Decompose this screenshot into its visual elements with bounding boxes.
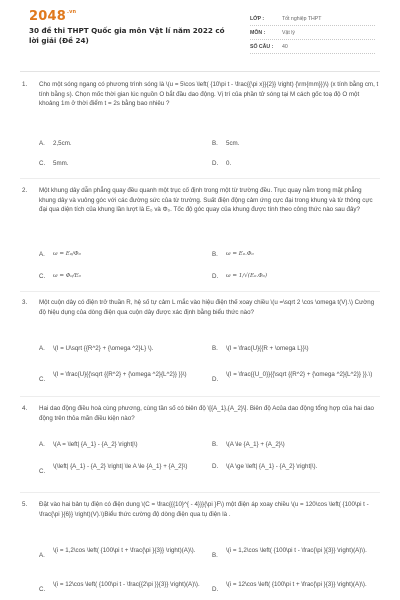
question-separator xyxy=(20,396,380,397)
question-separator xyxy=(20,178,380,179)
page-title: 30 đề thi THPT Quốc gia môn Vật lí năm 2022 có lời giải (Đề 24) xyxy=(29,26,225,45)
option-text: \(i = 12\cos \left( {100\pi t - \frac{{2\pi }}{3}} \right)(A)\). xyxy=(53,581,200,588)
option-text: 2,5cm. xyxy=(53,140,72,147)
page-header xyxy=(0,0,400,70)
option-text: 5mm. xyxy=(53,160,69,167)
option-text: ω = Φ₀/E₀ xyxy=(53,273,81,279)
option-letter: B. xyxy=(212,345,218,352)
option-text: 5cm. xyxy=(226,140,240,147)
option-text: \(I = \frac{U}{{\sqrt {{R^2} + {\omega ^2}{L^2}} }}\) xyxy=(53,371,187,378)
meta-value: Tốt nghiệp THPT xyxy=(282,15,322,22)
option-letter: D. xyxy=(212,376,219,383)
meta-label: MÔN : xyxy=(250,29,266,36)
option-letter: D. xyxy=(212,160,219,167)
question-text: Đặt vào hai bản tụ điện có điện dung \(C = \frac{{{10}^{ - 4}}}{\pi }F\) một điện áp xoay chiều \(u = 120\cos \left( {100\pi t - \frac{\pi }{6}} \right)(V).\)Biểu thức cường độ dòng điện qua tụ điện là . xyxy=(39,501,369,518)
question-number: 5. xyxy=(22,501,28,508)
option-text: \(A = \left| {A_1} - {A_2} \right|\) xyxy=(53,441,138,448)
meta-row-class xyxy=(250,12,375,26)
option-text: \(i = 1,2\cos \left( {100\pi t + \frac{\pi }{3}} \right)(A)\). xyxy=(53,547,196,554)
meta-row-count xyxy=(250,40,375,54)
meta-label: SỐ CÂU : xyxy=(250,43,274,50)
question-text: Hai dao động điều hoà cùng phương, cùng tần số có biên độ \[{A_1},{A_2}\]. Biên độ Acủa dao động tổng hợp của hai dao động trên thỏa mãn điều kiện nào? xyxy=(39,405,374,422)
option-text: \(i = 12\cos \left( {100\pi t + \frac{\pi }{3}} \right)(A)\). xyxy=(226,581,367,588)
question-number: 4. xyxy=(22,405,28,412)
option-letter: A. xyxy=(39,552,45,559)
question-separator xyxy=(20,492,380,493)
option-letter: D. xyxy=(212,463,219,470)
logo-suffix: .vn xyxy=(66,9,77,15)
question-separator xyxy=(20,291,380,292)
option-text: \(\left| {A_1} - {A_2} \right| \le A \le {A_1} + {A_2}\) xyxy=(53,463,188,470)
question-text: Một cuộn dây có điện trở thuần R, hệ số tự cảm L mắc vào hiệu điện thế xoay chiều \(u =\sqrt 2 \cos \omega t(V).\) Cường độ hiệu dụng của dòng điện qua cuộn dây được xác định bằng biểu thức nào? xyxy=(39,299,375,316)
option-letter: C. xyxy=(39,376,46,383)
option-text: ω = E₀/Φ₀ xyxy=(53,251,81,257)
option-text: \(I = \frac{U}{{R + \omega L}}\) xyxy=(226,345,309,352)
option-letter: A. xyxy=(39,140,45,147)
option-letter: B. xyxy=(212,441,218,448)
option-letter: C. xyxy=(39,160,46,167)
option-letter: C. xyxy=(39,586,46,593)
option-letter: B. xyxy=(212,251,218,258)
option-text: \(A \ge \left| {A_1} - {A_2} \right|\). xyxy=(226,463,318,470)
option-letter: A. xyxy=(39,441,45,448)
question-number: 2. xyxy=(22,187,28,194)
option-text: \(A \le {A_1} + {A_2}\) xyxy=(226,441,285,448)
option-text: ω = E₀.Φ₀ xyxy=(226,251,254,257)
meta-value: 40 xyxy=(282,43,288,50)
option-text: ω = 1/√(E₀.Φ₀) xyxy=(226,273,268,279)
option-text: 0. xyxy=(226,160,232,167)
option-letter: A. xyxy=(39,251,45,258)
meta-row-subject xyxy=(250,26,375,40)
exam-meta xyxy=(250,12,375,54)
option-letter: D. xyxy=(212,273,219,280)
option-letter: C. xyxy=(39,468,46,475)
option-letter: B. xyxy=(212,140,218,147)
question-text: Cho một sóng ngang có phương trình sóng là \(u = 5\cos \left( {10\pi t - \frac{{\pi x}}{2}} \right) {\rm{mm}})\) (x tính bằng cm, t tính bằng s). Chọn mốc thời gian lúc nguồn O bắt đầu dao động. Vị trí của phần tử sóng tại M cách gốc toạ độ O một khoảng 1m ở thời điểm t = 2s bằng bao nhiêu ? xyxy=(39,81,379,108)
question-text: Một khung dây dẫn phẳng quay đều quanh một trục cố định trong một từ trường đều. Trục quay nằm trong mặt phẳng khung dây và vuông góc với các đường sức của từ trường. Suất điện động cảm ứng cực đại trong khung và từ thông cực đại qua diện tích của khung lần lượt là E₀ và Φ₀. Tốc độ góc quay của khung được tính theo công thức nào sau đây? xyxy=(39,187,373,214)
question-number: 3. xyxy=(22,299,28,306)
option-text: \(I = \frac{{U_0}}{{\sqrt {{R^2} + {\omega ^2}{L^2}} }}.\) xyxy=(226,371,373,378)
site-logo[interactable] xyxy=(29,9,76,24)
meta-value: Vật lý xyxy=(282,29,295,36)
logo-text: 2048 xyxy=(29,9,66,24)
option-letter: C. xyxy=(39,273,46,280)
option-text: \(i = 1,2\cos \left( {100\pi t - \frac{\pi }{3}} \right)(A)\). xyxy=(226,547,367,554)
option-letter: D. xyxy=(212,586,219,593)
meta-label: LỚP : xyxy=(250,15,265,22)
option-letter: A. xyxy=(39,345,45,352)
header-divider xyxy=(20,71,380,72)
option-letter: B. xyxy=(212,552,218,559)
option-text: \(I = U\sqrt {{R^2} + {\omega ^2}L} \). xyxy=(53,345,154,352)
question-number: 1. xyxy=(22,81,28,88)
